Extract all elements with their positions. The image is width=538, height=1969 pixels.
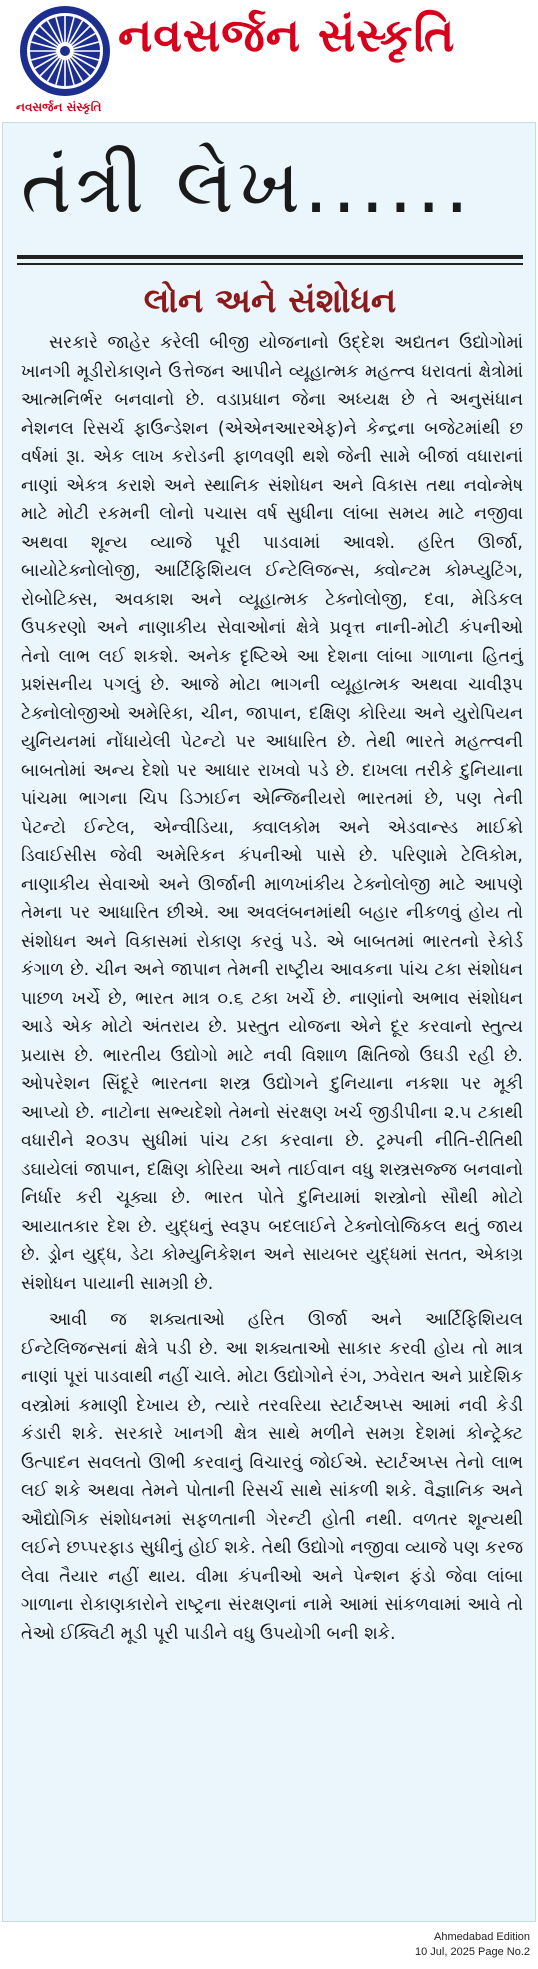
edition-info [415, 1930, 530, 1960]
section-title: તંત્રી લેખ...... [21, 141, 473, 230]
article-body [21, 329, 523, 1648]
editorial-page [2, 122, 536, 1922]
article-headline: લોન અને સંશોધન [143, 281, 397, 321]
edition-date-page: 10 Jul, 2025 Page No.2 [415, 1946, 530, 1958]
chakra-icon [18, 4, 112, 98]
masthead [0, 0, 538, 122]
edition-name: Ahmedabad Edition [433, 1931, 530, 1943]
divider-thin [17, 263, 523, 265]
divider-thick [17, 255, 523, 259]
brand-name: નવસર્જન સંસ્કૃતિ [118, 8, 456, 62]
brand-tagline: નવસર્જન સંસ્કૃતિ [16, 100, 102, 114]
article-paragraph: સરકારે જાહેર કરેલી બીજી યોજનાનો ઉદ્દેશ અદ્યતન ઉદ્યોગોમાં ખાનગી મૂડીરોકાણને ઉત્તેજન આપીને વ્યૂહાત્મક મહત્ત્વ ધરાવતાં ક્ષેત્રોમાં આત્મનિર્ભર બનવાનો છે. વડાપ્રધાન જેના અધ્યક્ષ છે તે અનુસંધાન નેશનલ રિસર્ચ ફાઉન્ડેશન (એએનઆરએફ)ને કેન્દ્રના બજેટમાંથી છ વર્ષમાં રૂા. એક લાખ કરોડની ફાળવણી થશે જેની સામે બીજાં વધારાનાં નાણાં એકત્ર કરાશે અને સ્થાનિક સંશોધન અને વિકાસ તથા નવોન્મેષ માટે મોટી રકમની લોનો પચાસ વર્ષ સુધીના લાંબા સમય માટે નજીવા અથવા શૂન્ય વ્યાજે પૂરી પાડવામાં આવશે. હરિત ઊર્જા, બાયોટેક્નોલોજી, આર્ટિફિશિયલ ઈન્ટેલિજન્સ, ક્વોન્ટમ કોમ્પ્યુટિંગ, રોબોટિક્સ, અવકાશ અને વ્યૂહાત્મક ટેક્નોલોજી, દવા, મેડિકલ ઉપકરણો અને નાણાકીય સેવાઓનાં ક્ષેત્રે પ્રવૃત્ત નાની-મોટી કંપનીઓ તેનો લાભ લઈ શકશે. અનેક દૃષ્ટિએ આ દેશના લાંબા ગાળાના હિતનું પ્રશંસનીય પગલું છે. આજે મોટા ભાગની વ્યૂહાત્મક અથવા ચાવીરૂપ ટેક્નોલોજીઓ અમેરિકા, ચીન, જાપાન, દક્ષિણ કોરિયા અને યુરોપિયન યુનિયનમાં નોંધાયેલી પેટન્ટો પર આધારિત છે. તેથી ભારતે મહત્ત્વની બાબતોમાં અન્ય દેશો પર આધાર રાખવો પડે છે. દાખલા તરીકે દુનિયાના પાંચમા ભાગના ચિપ ડિઝાઈન એન્જિનીયરો ભારતમાં છે, પણ તેની પેટન્ટો ઈન્ટેલ, એન્વીડિયા, ક્વાલકોમ અને એડવાન્સ્ડ માઈક્રો ડિવાઈસીસ જેવી અમેરિકન કંપનીઓ પાસે છે. પરિણામે ટેલિકોમ, નાણાકીય સેવાઓ અને ઊર્જાની માળખાંકીય ટેક્નોલોજી માટે આપણે તેમના પર આધારિત છીએ. આ અવલંબનમાંથી બહાર નીકળવું હોય તો સંશોધન અને વિકાસમાં રોકાણ કરવું પડે. એ બાબતમાં ભારતનો રેકોર્ડ કંગાળ છે. ચીન અને જાપાન તેમની રાષ્ટ્રીય આવકના પાંચ ટકા સંશોધન પાછળ ખર્ચે છે, ભારત માત્ર ૦.૬ ટકા ખર્ચે છે. નાણાંનો અભાવ સંશોધન આડે એક મોટો અંતરાય છે. પ્રસ્તુત યોજના એને દૂર કરવાનો સ્તુત્ય પ્રયાસ છે. ભારતીય ઉદ્યોગો માટે નવી વિશાળ ક્ષિતિજો ઉઘડી રહી છે. ઓપરેશન સિંદૂરે ભારતના શસ્ત્ર ઉદ્યોગને દુનિયાના નકશા પર મૂકી આપ્યો છે. નાટોના સભ્યદેશો તેમનો સંરક્ષણ ખર્ચ જીડીપીના ૨.૫ ટકાથી વધારીને ૨૦૩૫ સુધીમાં પાંચ ટકા કરવાના છે. ટ્રમ્પની નીતિ-રીતિથી ડઘાયેલાં જાપાન, દક્ષિણ કોરિયા અને તાઈવાન વધુ શસ્ત્રસજ્જ બનવાનો નિર્ધાર કરી ચૂક્યા છે. ભારત પોતે દુનિયામાં શસ્ત્રોનો સૌથી મોટો આયાતકાર દેશ છે. યુદ્ધનું સ્વરૂપ બદલાઈને ટેક્નોલોજિકલ થતું જાય છે. ડ્રોન યુદ્ધ, ડેટા કોમ્યુનિકેશન અને સાયબર યુદ્ધમાં સતત, એકાગ્ર સંશોધન પાયાની સામગ્રી છે. [21, 333, 523, 1294]
article-paragraph: આવી જ શક્યતાઓ હરિત ઊર્જા અને આર્ટિફિશિયલ ઈન્ટેલિજન્સનાં ક્ષેત્રે પડી છે. આ શક્યતાઓ સાકાર કરવી હોય તો માત્ર નાણાં પૂરાં પાડવાથી નહીં ચાલે. મોટા ઉદ્યોગોને રંગ, ઝવેરાત અને પ્રાદેશિક વસ્ત્રોમાં કમાણી દેખાય છે, ત્યારે તરવરિયા સ્ટાર્ટઅપ્સ આમાં નવી કેડી કંડારી શકે. સરકારે ખાનગી ક્ષેત્ર સાથે મળીને સમગ્ર દેશમાં કોન્ટ્રેક્ટ ઉત્પાદન સવલતો ઊભી કરવાનું વિચારવું જોઈએ. સ્ટાર્ટઅપ્સ તેનો લાભ લઈ શકે અથવા તેમને પોતાની રિસર્ચ સાથે સાંકળી શકે. વૈજ્ઞાનિક અને ઔદ્યોગિક સંશોધનમાં સફળતાની ગેરન્ટી હોતી નથી. વળતર શૂન્યથી લઈને છપ્પરફાડ સુધીનું હોઈ શકે. તેથી ઉદ્યોગો નજીવા વ્યાજે પણ કરજ લેવા તૈયાર નહીં થાય. વીમા કંપનીઓ અને પેન્શન ફંડો જેવા લાંબા ગાળાના રોકાણકારોને રાષ્ટ્રના સંરક્ષણનાં નામે આમાં સાંકળવામાં આવે તો તેઓ ઈક્વિટી મૂડી પૂરી પાડીને વધુ ઉપયોગી બની શકે. [21, 1310, 523, 1644]
